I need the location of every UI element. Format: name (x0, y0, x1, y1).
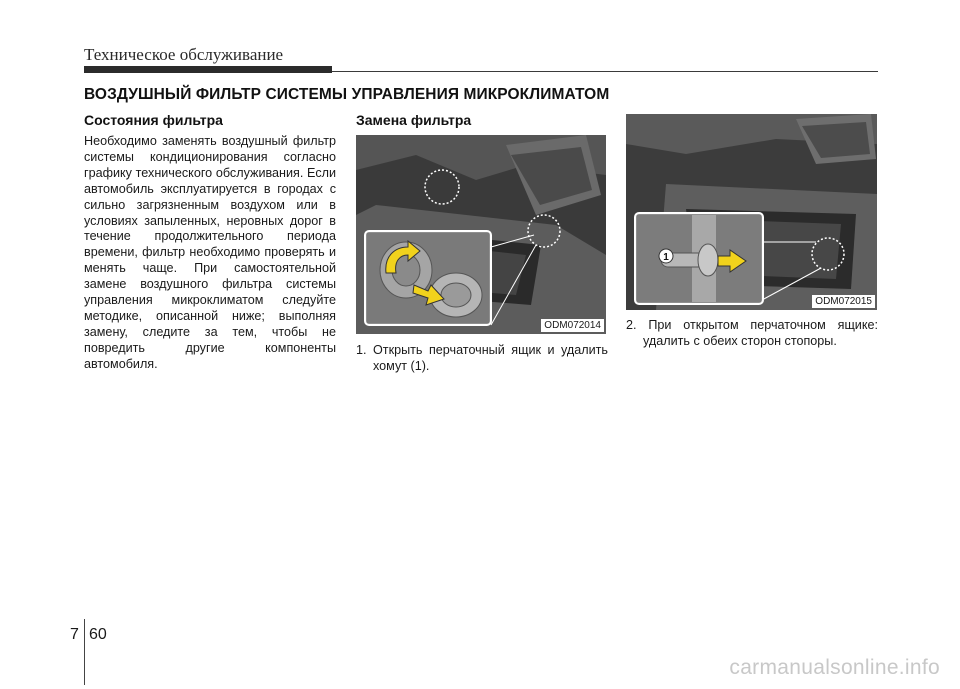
column-filter-replacement (356, 112, 608, 128)
page-number: 60 (89, 626, 107, 643)
figure-code-label: ODM072014 (541, 319, 604, 332)
step-2 (626, 318, 878, 350)
footer-divider (84, 619, 85, 685)
section-title: ВОЗДУШНЫЙ ФИЛЬТР СИСТЕМЫ УПРАВЛЕНИЯ МИКРОКЛИМАТОМ (84, 86, 610, 103)
stopper-illustration (626, 114, 877, 310)
figure-glove-box-clip (356, 135, 606, 334)
filter-condition-heading: Состояния фильтра (84, 112, 223, 128)
running-header: Техническое обслуживание (84, 45, 284, 64)
step-1-text: 1. Открыть перчаточный ящик и удалить хомут (1). (356, 343, 608, 373)
header-rule (332, 71, 878, 72)
step-1 (356, 343, 608, 375)
glove-box-illustration (356, 135, 606, 334)
chapter-number: 7 (70, 626, 79, 643)
watermark-text: carmanualsonline.info (729, 656, 940, 679)
step-2-text: 2. При открытом перчаточном ящике: удалить с обеих сторон стопоры. (626, 318, 878, 348)
callout-number: 1 (663, 252, 669, 263)
figure-glove-box-stopper (626, 114, 877, 310)
filter-condition-paragraph: Необходимо заменять воздушный фильтр системы кондиционирования согласно графику технического обслуживания. Если автомобиль эксплуатируется в городах с сильно загрязненным воздухом или в условиях запыленных, неровных дорог в течение продолжительного периода времени, фильтр необходимо проверять и менять чаще. При самостоятельной замене воздушного фильтра системы управления микроклиматом следуйте методике, описанной ниже; выполняя замену, следите за тем, чтобы не повредить другие компоненты автомобиля. (84, 134, 336, 371)
figure-code-label: ODM072015 (812, 295, 875, 308)
header-bar (84, 66, 332, 73)
column-filter-condition (84, 112, 336, 373)
filter-replacement-heading: Замена фильтра (356, 112, 472, 128)
